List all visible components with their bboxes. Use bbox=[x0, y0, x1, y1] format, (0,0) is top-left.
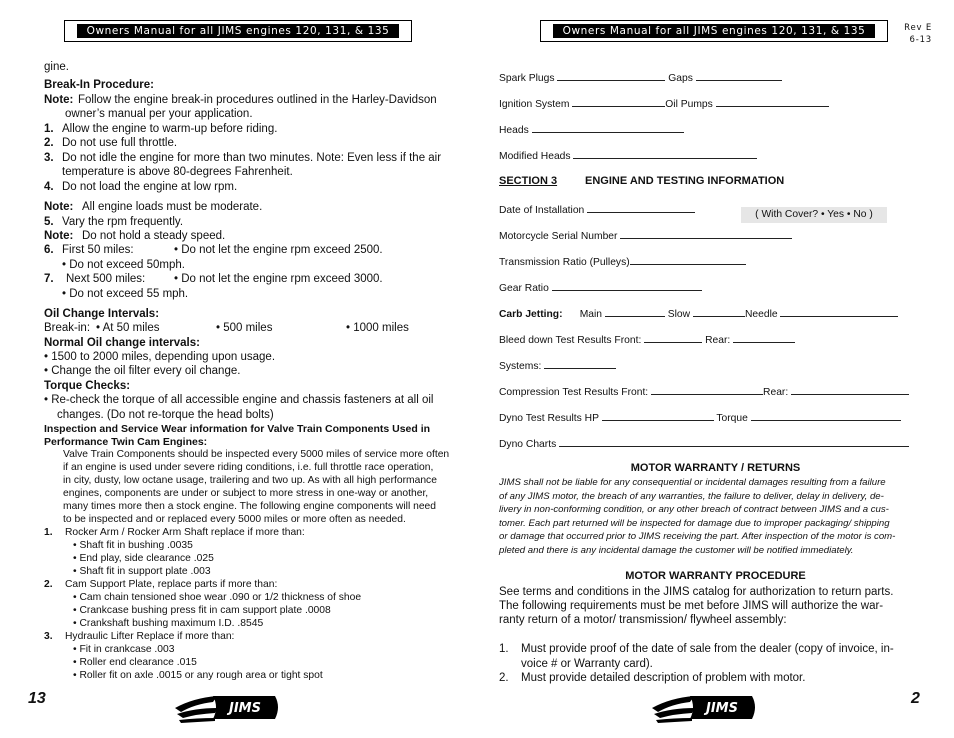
breakin-heading: Break-In Procedure: bbox=[44, 79, 154, 91]
torque-text: changes. (Do not re-torque the head bolts) bbox=[57, 409, 274, 421]
note-text: owner’s manual per your application. bbox=[65, 108, 253, 120]
logo-text: JIMS bbox=[229, 701, 261, 716]
note-text: Follow the engine break-in procedures outlined in the Harley-Davidson bbox=[78, 94, 437, 106]
revision-label: Rev E bbox=[904, 23, 932, 33]
step-num: 4. bbox=[44, 181, 54, 193]
inspection-para: if an engine is used under severe riding conditions, i.e. full throttle race operation, bbox=[63, 462, 434, 473]
procedure-text: ranty return of a motor/ transmission/ flywheel assembly: bbox=[499, 614, 787, 626]
note-text: All engine loads must be moderate. bbox=[82, 201, 263, 213]
procedure-text: The following requirements must be met before JIMS will authorize the war- bbox=[499, 600, 884, 612]
field-label: Oil Pumps bbox=[665, 99, 713, 110]
cover-option[interactable]: ( With Cover? • Yes • No ) bbox=[741, 207, 887, 223]
field-label: Modified Heads bbox=[499, 151, 571, 162]
warranty-text: JIMS shall not be liable for any consequential or incidental damages resulting from a failure bbox=[499, 477, 886, 488]
item-sub: • Roller fit on axle .0015 or any rough area or tight spot bbox=[73, 670, 323, 681]
warranty-text: of any JIMS motor, the breach of any warranties, the failure to deliver, delay in delivery, de- bbox=[499, 490, 884, 502]
normal-item: • 1500 to 2000 miles, depending upon usage. bbox=[44, 351, 276, 363]
warranty-heading: MOTOR WARRANTY / RETURNS bbox=[630, 462, 801, 474]
bleed-down-field[interactable] bbox=[499, 332, 795, 347]
procedure-heading: MOTOR WARRANTY PROCEDURE bbox=[625, 570, 806, 582]
field-label: Needle bbox=[744, 309, 778, 320]
item-title: Rocker Arm / Rocker Arm Shaft replace if more than: bbox=[65, 527, 305, 538]
item-sub: • Crankshaft bushing maximum I.D. .8545 bbox=[73, 618, 264, 629]
interval-item: • 500 miles bbox=[216, 322, 273, 334]
section-label: SECTION 3 bbox=[499, 175, 558, 187]
inspection-para: to be inspected and or replaced every 5000 miles or more often as needed. bbox=[63, 514, 406, 525]
field-label: Gear Ratio bbox=[499, 283, 549, 294]
note-label: Note: bbox=[44, 201, 74, 213]
step-text: Do not load the engine at low rpm. bbox=[62, 181, 238, 193]
note-text: Do not hold a steady speed. bbox=[82, 230, 226, 242]
item-sub: • Cam chain tensioned shoe wear .090 or 1/2 thickness of shoe bbox=[73, 592, 362, 603]
step-text: Next 500 miles: bbox=[66, 273, 146, 285]
normal-oil-heading: Normal Oil change intervals: bbox=[44, 337, 200, 349]
req-text: Must provide detailed description of problem with motor. bbox=[521, 672, 806, 684]
field-label: Systems: bbox=[499, 361, 542, 372]
page-number: 13 bbox=[28, 690, 46, 707]
step-text: temperature is above 80-degrees Fahrenheit. bbox=[62, 166, 293, 178]
warranty-text: tomer. Each part returned will be inspected for damage due to improper packaging/ shipping bbox=[499, 517, 890, 529]
transmission-field[interactable] bbox=[499, 254, 746, 269]
revision-date: 6-13 bbox=[909, 35, 932, 45]
step-num: 3. bbox=[44, 152, 54, 164]
heads-field[interactable] bbox=[499, 122, 684, 137]
step-num: 2. bbox=[44, 137, 54, 149]
field-label: Spark Plugs bbox=[499, 73, 555, 84]
revision bbox=[904, 22, 932, 46]
modified-heads-field[interactable] bbox=[499, 148, 757, 163]
step-num: 6. bbox=[44, 244, 54, 256]
breakin-label: Break-in: bbox=[44, 322, 91, 334]
item-sub: • Fit in crankcase .003 bbox=[73, 644, 175, 655]
inspection-para: engines, components are under or subject to more stress in one-way or another, bbox=[63, 488, 429, 499]
note-label: Note: bbox=[44, 94, 74, 106]
step-text: Do not idle the engine for more than two minutes. Note: Even less if the air bbox=[62, 152, 442, 164]
serial-field[interactable] bbox=[499, 228, 792, 243]
field-label: Ignition System bbox=[499, 99, 570, 110]
header-title: Owners Manual for all JIMS engines 120, 131, & 135 bbox=[77, 24, 400, 38]
step-num: 5. bbox=[44, 216, 54, 228]
jims-logo bbox=[173, 690, 283, 724]
inspection-heading: Performance Twin Cam Engines: bbox=[44, 436, 208, 448]
field-label: Compression Test Results Front: bbox=[499, 387, 649, 398]
req-text: Must provide proof of the date of sale from the dealer (copy of invoice, in- bbox=[521, 643, 894, 655]
inspection-heading: Inspection and Service Wear information for Valve Train Components Used in bbox=[44, 423, 431, 435]
spark-plugs-field[interactable] bbox=[499, 70, 782, 85]
field-label: Carb Jetting: bbox=[499, 309, 563, 320]
item-title: Hydraulic Lifter Replace if more than: bbox=[65, 631, 235, 642]
step-num: 1. bbox=[44, 123, 54, 135]
header-title: Owners Manual for all JIMS engines 120, 131, & 135 bbox=[553, 24, 876, 38]
dyno-test-field[interactable] bbox=[499, 410, 901, 425]
warranty-text: pleted and there is any incidental damage the customer will be notified immediately. bbox=[499, 544, 854, 556]
torque-text: • Re-check the torque of all accessible engine and chassis fasteners at all oil bbox=[44, 394, 434, 406]
oil-heading: Oil Change Intervals: bbox=[44, 308, 160, 320]
field-label: Heads bbox=[499, 125, 529, 136]
step-num: 7. bbox=[44, 273, 54, 285]
step-text: • Do not let the engine rpm exceed 3000. bbox=[174, 273, 383, 285]
field-label: Transmission Ratio (Pulleys) bbox=[499, 257, 630, 268]
ignition-field[interactable] bbox=[499, 96, 829, 111]
step-text: • Do not exceed 50mph. bbox=[62, 259, 185, 271]
item-sub: • Shaft fit in support plate .003 bbox=[73, 566, 211, 577]
header-banner bbox=[540, 20, 888, 42]
carb-jetting-field[interactable] bbox=[499, 306, 898, 321]
item-sub: • Shaft fit in bushing .0035 bbox=[73, 540, 193, 551]
field-label: Main bbox=[579, 309, 603, 320]
field-label: Bleed down Test Results Front: bbox=[499, 335, 642, 346]
systems-field[interactable] bbox=[499, 358, 616, 373]
item-sub: • End play, side clearance .025 bbox=[73, 553, 214, 564]
field-label: Rear: bbox=[763, 387, 789, 398]
compression-field[interactable] bbox=[499, 384, 909, 399]
gear-ratio-field[interactable] bbox=[499, 280, 702, 295]
field-label: Date of Installation bbox=[499, 205, 585, 216]
step-text: First 50 miles: bbox=[62, 244, 134, 256]
req-num: 1. bbox=[499, 643, 509, 655]
normal-item: • Change the oil filter every oil change. bbox=[44, 365, 241, 377]
warranty-text: livery in non-conforming condition, or any other breach of contract between JIMS and a cus- bbox=[499, 504, 889, 515]
field-label: Gaps bbox=[668, 73, 693, 84]
procedure-text: See terms and conditions in the JIMS catalog for authorization to return parts. bbox=[499, 586, 894, 598]
right-page bbox=[477, 0, 954, 738]
warranty-text: or damage that occurred prior to JIMS receiving the part. After inspection of the motor is com- bbox=[499, 531, 896, 542]
field-label: Rear: bbox=[705, 335, 731, 346]
page-number: 2 bbox=[911, 690, 920, 707]
step-text: Allow the engine to warm-up before riding. bbox=[62, 123, 278, 135]
continued-text: gine. bbox=[44, 61, 69, 73]
field-label: Dyno Test Results HP bbox=[499, 413, 599, 424]
step-text: Vary the rpm frequently. bbox=[62, 216, 184, 228]
step-text: Do not use full throttle. bbox=[62, 137, 178, 149]
item-num: 3. bbox=[44, 631, 53, 642]
jims-logo bbox=[650, 690, 760, 724]
inspection-para: Valve Train Components should be inspected every 5000 miles of service more often bbox=[63, 449, 450, 460]
item-num: 1. bbox=[44, 527, 53, 538]
interval-item: • 1000 miles bbox=[346, 322, 409, 334]
field-label: Slow bbox=[667, 309, 691, 320]
section-title: ENGINE AND TESTING INFORMATION bbox=[585, 175, 785, 187]
step-text: • Do not let the engine rpm exceed 2500. bbox=[174, 244, 383, 256]
header-banner bbox=[64, 20, 412, 42]
field-label: Motorcycle Serial Number bbox=[499, 231, 618, 242]
interval-item: • At 50 miles bbox=[96, 322, 160, 334]
step-text: • Do not exceed 55 mph. bbox=[62, 288, 189, 300]
field-label: Torque bbox=[716, 413, 748, 424]
field-label: Dyno Charts bbox=[499, 439, 557, 450]
item-sub: • Crankcase bushing press fit in cam support plate .0008 bbox=[73, 605, 331, 616]
item-sub: • Roller end clearance .015 bbox=[73, 657, 197, 668]
dyno-charts-field[interactable] bbox=[499, 436, 909, 451]
inspection-para: in city, dusty, low octane usage, trailering and two up. As with all high performance bbox=[63, 475, 437, 486]
req-num: 2. bbox=[499, 672, 509, 684]
item-num: 2. bbox=[44, 579, 53, 590]
date-install-field[interactable] bbox=[499, 202, 695, 217]
inspection-para: many times more then a stock engine. The following engine components will need bbox=[63, 501, 436, 512]
torque-heading: Torque Checks: bbox=[44, 380, 131, 392]
logo-text: JIMS bbox=[706, 701, 738, 716]
req-text: voice # or Warranty card). bbox=[521, 658, 653, 670]
note-label: Note: bbox=[44, 230, 74, 242]
item-title: Cam Support Plate, replace parts if more than: bbox=[65, 579, 278, 590]
